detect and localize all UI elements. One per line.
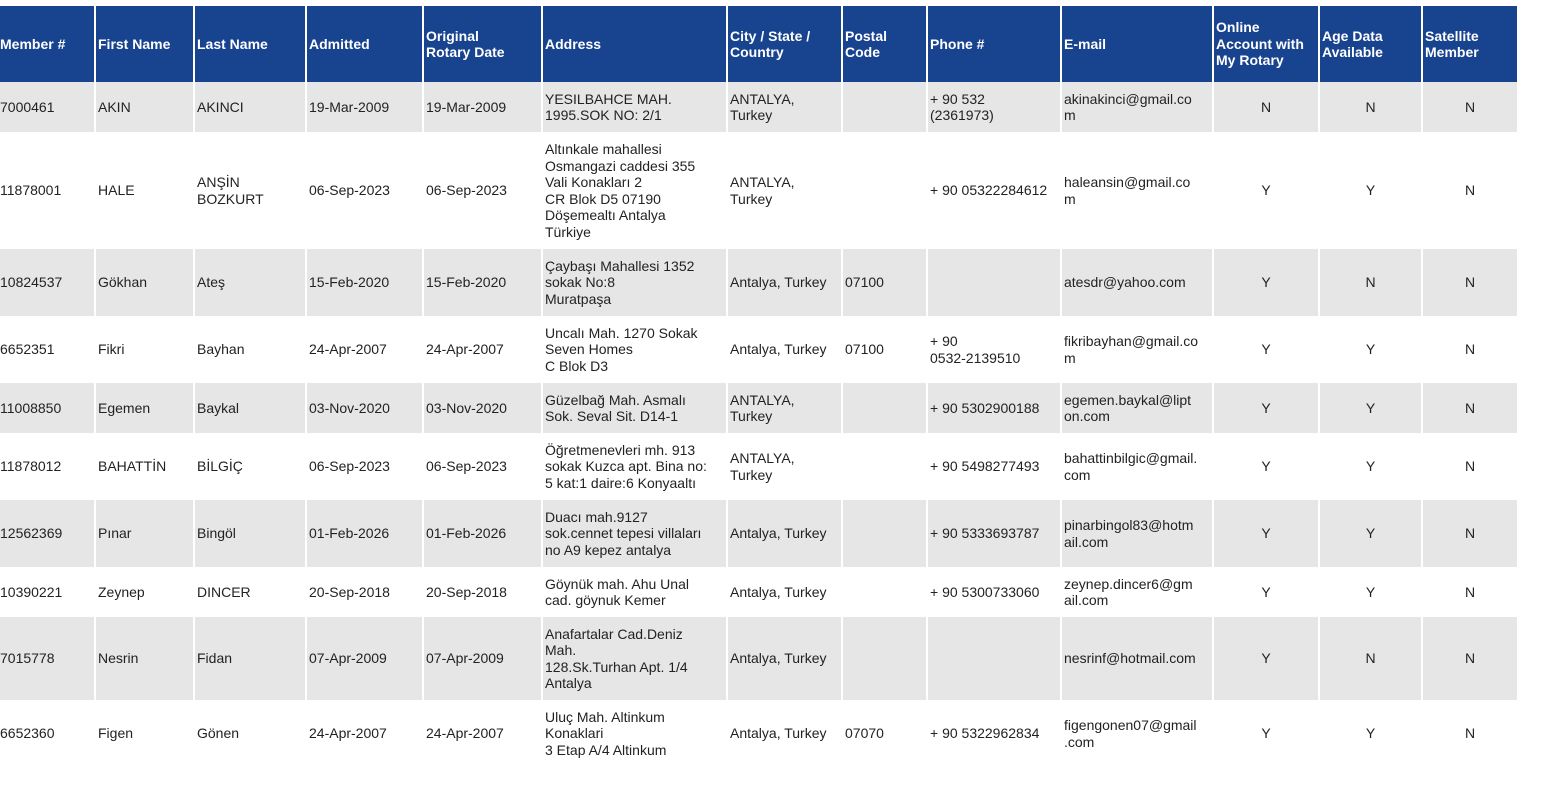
cell-address: Anafartalar Cad.Deniz Mah. 128.Sk.Turhan Apt. 1/4 Antalya [542,617,727,700]
cell-postal-code [842,567,927,617]
cell-original-rotary-date: 19-Mar-2009 [423,82,542,132]
cell-city-state-country: Antalya, Turkey [727,249,842,316]
cell-satellite: N [1422,383,1518,433]
cell-city-state-country: ANTALYA, Turkey [727,132,842,249]
cell-first-name: Gökhan [95,249,194,316]
col-header-satellite: Satellite Member [1422,6,1518,82]
cell-admitted: 20-Sep-2018 [306,567,423,617]
cell-last-name: Baykal [194,383,306,433]
cell-satellite: N [1422,82,1518,132]
cell-phone: + 90 05322284612 [927,132,1061,249]
cell-admitted: 06-Sep-2023 [306,433,423,500]
cell-age-data: N [1319,82,1422,132]
col-header-online-account: Online Account with My Rotary [1213,6,1319,82]
cell-age-data: Y [1319,316,1422,383]
cell-email: egemen.baykal@lipt on.com [1061,383,1213,433]
cell-email: pinarbingol83@hotm ail.com [1061,500,1213,567]
cell-satellite: N [1422,433,1518,500]
cell-postal-code [842,132,927,249]
cell-address: Çaybaşı Mahallesi 1352 sokak No:8 Muratpaşa [542,249,727,316]
cell-member: 10824537 [0,249,95,316]
cell-postal-code: 07070 [842,700,927,767]
col-header-admitted: Admitted [306,6,423,82]
cell-phone: + 90 5300733060 [927,567,1061,617]
cell-original-rotary-date: 15-Feb-2020 [423,249,542,316]
table-row [0,316,1518,383]
cell-admitted: 24-Apr-2007 [306,316,423,383]
cell-member: 7015778 [0,617,95,700]
cell-member: 6652351 [0,316,95,383]
cell-address: Güzelbağ Mah. Asmalı Sok. Seval Sit. D14-1 [542,383,727,433]
cell-last-name: AKINCI [194,82,306,132]
cell-phone: + 90 0532-2139510 [927,316,1061,383]
cell-member: 6652360 [0,700,95,767]
cell-city-state-country: ANTALYA, Turkey [727,433,842,500]
cell-online-account: Y [1213,433,1319,500]
table-row [0,249,1518,316]
col-header-phone: Phone # [927,6,1061,82]
cell-admitted: 15-Feb-2020 [306,249,423,316]
cell-email: bahattinbilgic@gmail. com [1061,433,1213,500]
cell-last-name: Ateş [194,249,306,316]
cell-original-rotary-date: 06-Sep-2023 [423,132,542,249]
cell-admitted: 19-Mar-2009 [306,82,423,132]
cell-satellite: N [1422,700,1518,767]
cell-address: Uluç Mah. Altinkum Konaklari 3 Etap A/4 Altinkum [542,700,727,767]
cell-age-data: Y [1319,132,1422,249]
cell-last-name: Bayhan [194,316,306,383]
cell-original-rotary-date: 03-Nov-2020 [423,383,542,433]
table-row [0,82,1518,132]
cell-address: Göynük mah. Ahu Unal cad. göynuk Kemer [542,567,727,617]
cell-first-name: HALE [95,132,194,249]
cell-postal-code [842,617,927,700]
cell-last-name: BİLGİÇ [194,433,306,500]
cell-online-account: Y [1213,567,1319,617]
cell-online-account: N [1213,82,1319,132]
cell-online-account: Y [1213,316,1319,383]
col-header-first-name: First Name [95,6,194,82]
cell-satellite: N [1422,316,1518,383]
cell-email: haleansin@gmail.co m [1061,132,1213,249]
cell-postal-code: 07100 [842,316,927,383]
cell-age-data: Y [1319,433,1422,500]
cell-satellite: N [1422,132,1518,249]
cell-postal-code [842,433,927,500]
cell-phone: + 90 5333693787 [927,500,1061,567]
table-row [0,567,1518,617]
cell-member: 11878012 [0,433,95,500]
table-row [0,433,1518,500]
cell-admitted: 03-Nov-2020 [306,383,423,433]
cell-city-state-country: ANTALYA, Turkey [727,383,842,433]
cell-admitted: 01-Feb-2026 [306,500,423,567]
cell-first-name: Egemen [95,383,194,433]
cell-original-rotary-date: 01-Feb-2026 [423,500,542,567]
table-row [0,617,1518,700]
col-header-age-data: Age Data Available [1319,6,1422,82]
cell-first-name: Fikri [95,316,194,383]
cell-address: YESILBAHCE MAH. 1995.SOK NO: 2/1 [542,82,727,132]
cell-member: 7000461 [0,82,95,132]
col-header-postal-code: Postal Code [842,6,927,82]
cell-last-name: Gönen [194,700,306,767]
cell-age-data: N [1319,617,1422,700]
cell-satellite: N [1422,567,1518,617]
cell-first-name: Figen [95,700,194,767]
cell-city-state-country: Antalya, Turkey [727,500,842,567]
cell-member: 10390221 [0,567,95,617]
cell-online-account: Y [1213,700,1319,767]
cell-admitted: 06-Sep-2023 [306,132,423,249]
cell-city-state-country: Antalya, Turkey [727,316,842,383]
col-header-last-name: Last Name [194,6,306,82]
cell-age-data: Y [1319,700,1422,767]
cell-online-account: Y [1213,617,1319,700]
cell-address: Öğretmenevleri mh. 913 sokak Kuzca apt. Bina no: 5 kat:1 daire:6 Konyaaltı [542,433,727,500]
col-header-original-rotary-date: Original Rotary Date [423,6,542,82]
cell-city-state-country: Antalya, Turkey [727,617,842,700]
table-row [0,383,1518,433]
cell-address: Altınkale mahallesi Osmangazi caddesi 355 Vali Konakları 2 CR Blok D5 07190 Döşemealtı Antalya Türkiye [542,132,727,249]
member-roster-table [0,6,1519,767]
cell-phone: + 90 5322962834 [927,700,1061,767]
cell-city-state-country: ANTALYA, Turkey [727,82,842,132]
cell-phone: + 90 5302900188 [927,383,1061,433]
cell-email: atesdr@yahoo.com [1061,249,1213,316]
cell-address: Uncalı Mah. 1270 Sokak Seven Homes C Blok D3 [542,316,727,383]
cell-first-name: Pınar [95,500,194,567]
cell-phone [927,617,1061,700]
cell-original-rotary-date: 06-Sep-2023 [423,433,542,500]
table-body [0,82,1518,767]
cell-online-account: Y [1213,249,1319,316]
cell-postal-code [842,383,927,433]
cell-postal-code [842,500,927,567]
cell-member: 11008850 [0,383,95,433]
cell-admitted: 07-Apr-2009 [306,617,423,700]
cell-postal-code [842,82,927,132]
cell-member: 11878001 [0,132,95,249]
cell-online-account: Y [1213,132,1319,249]
cell-satellite: N [1422,617,1518,700]
cell-phone [927,249,1061,316]
cell-phone: + 90 5498277493 [927,433,1061,500]
table-header [0,6,1518,82]
cell-online-account: Y [1213,500,1319,567]
table-row [0,132,1518,249]
cell-original-rotary-date: 24-Apr-2007 [423,316,542,383]
cell-first-name: Zeynep [95,567,194,617]
cell-address: Duacı mah.9127 sok.cennet tepesi villaları no A9 kepez antalya [542,500,727,567]
cell-admitted: 24-Apr-2007 [306,700,423,767]
col-header-member: Member # [0,6,95,82]
cell-first-name: AKIN [95,82,194,132]
cell-email: zeynep.dincer6@gm ail.com [1061,567,1213,617]
cell-email: nesrinf@hotmail.com [1061,617,1213,700]
cell-first-name: Nesrin [95,617,194,700]
cell-age-data: Y [1319,383,1422,433]
cell-last-name: Fidan [194,617,306,700]
cell-phone: + 90 532 (2361973) [927,82,1061,132]
cell-postal-code: 07100 [842,249,927,316]
cell-city-state-country: Antalya, Turkey [727,567,842,617]
cell-satellite: N [1422,500,1518,567]
cell-first-name: BAHATTİN [95,433,194,500]
cell-last-name: ANŞİN BOZKURT [194,132,306,249]
table-row [0,500,1518,567]
cell-original-rotary-date: 07-Apr-2009 [423,617,542,700]
cell-age-data: N [1319,249,1422,316]
cell-email: fikribayhan@gmail.co m [1061,316,1213,383]
col-header-city-state-country: City / State / Country [727,6,842,82]
table-row [0,700,1518,767]
cell-age-data: Y [1319,567,1422,617]
cell-original-rotary-date: 24-Apr-2007 [423,700,542,767]
cell-age-data: Y [1319,500,1422,567]
cell-satellite: N [1422,249,1518,316]
cell-member: 12562369 [0,500,95,567]
header-row [0,6,1518,82]
col-header-address: Address [542,6,727,82]
col-header-email: E-mail [1061,6,1213,82]
cell-email: akinakinci@gmail.co m [1061,82,1213,132]
cell-online-account: Y [1213,383,1319,433]
cell-original-rotary-date: 20-Sep-2018 [423,567,542,617]
cell-email: figengonen07@gmail .com [1061,700,1213,767]
cell-last-name: DINCER [194,567,306,617]
cell-last-name: Bingöl [194,500,306,567]
cell-city-state-country: Antalya, Turkey [727,700,842,767]
